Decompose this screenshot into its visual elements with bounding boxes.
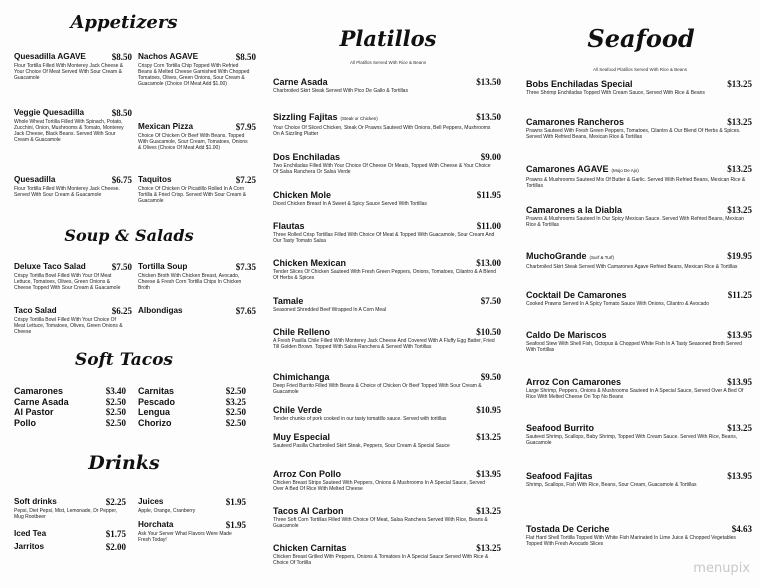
item-price: $6.75 — [111, 175, 132, 185]
item-name: Mexican Pizza — [138, 122, 194, 131]
menu-item — [14, 52, 132, 81]
item-description: Crispy Tortilla Bowl Filled With Your Of Meat Lettuce, Tomatoes, Olives, Green Onions & Cheese Topped With Sour Cream & Guacamole — [14, 273, 121, 291]
item-description: Flour Tortilla Filled With Monterey Jack Cheese. Served With Sour Cream & Guacamole — [14, 186, 120, 198]
item-name: Chicken Mole — [273, 190, 332, 200]
item-name: Chicken Carnitas — [273, 543, 347, 553]
menu-item — [273, 469, 501, 492]
item-price: $10.95 — [476, 405, 501, 415]
item-description: Flour Tortilla Filled With Monterey Jack Cheese & Your Choice Of Meat Served With Sour Cream & Guacamole — [14, 63, 124, 81]
item-name: Seafood Burrito — [526, 423, 595, 433]
item-subtitle: (Mojo De Ajo) — [611, 168, 639, 173]
item-price: $13.25 — [476, 432, 501, 442]
menu-item — [14, 397, 126, 407]
item-name: Quesadilla — [14, 175, 56, 184]
item-price: $13.50 — [476, 112, 501, 122]
item-description: Sauteed Pasilla Charbroiled Skirt Steak, Peppers, Sour Cream & Special Sauce — [273, 443, 450, 449]
item-name: Cocktail De Camarones — [526, 290, 627, 300]
item-name: Seafood Fajitas — [526, 471, 593, 481]
item-name: Arroz Con Pollo — [273, 469, 341, 479]
item-price: $13.50 — [476, 77, 501, 87]
item-price: $13.95 — [727, 471, 752, 481]
appetizers-heading: Appetizers — [70, 12, 178, 33]
item-description: Choice Of Chicken Or Beef With Beans. Topped With Guacamole, Sour Cream, Tomatoes, Onions & Olives (Choice Of Meat Add $1.00) — [138, 133, 248, 151]
item-price: $4.63 — [731, 524, 752, 534]
soft-tacos-heading: Soft Tacos — [75, 350, 173, 370]
menu-item — [14, 542, 126, 552]
item-price: $3.40 — [105, 386, 126, 396]
item-name: Chimichanga — [273, 372, 330, 382]
menu-item — [273, 77, 501, 94]
item-name: Pescado — [138, 396, 176, 407]
menu-item — [273, 112, 501, 137]
item-price: $2.50 — [105, 407, 126, 417]
item-price: $2.50 — [225, 407, 246, 417]
seafood-note: All Seafood Platillos Served With Rice & Beans — [592, 67, 688, 72]
platillos-note: All Platillos Served With Rice & Beans — [349, 60, 427, 65]
item-description: Diced Chicken Breast In A Sweet & Spicy Sauce Served With Tortillas — [273, 201, 427, 207]
menu-item — [138, 262, 256, 291]
item-price: $1.95 — [225, 520, 246, 530]
item-name: Flautas — [273, 221, 305, 231]
item-name: Lengua — [138, 407, 171, 417]
item-subtitle: (Surf & Turf) — [589, 255, 615, 260]
item-name: Tortilla Soup — [138, 262, 188, 271]
item-name: Iced Tea — [14, 529, 47, 538]
item-name: Sizzling Fajitas (Steak or Chicken) — [273, 112, 378, 122]
item-subtitle: (Steak or Chicken) — [340, 116, 378, 121]
item-price: $7.50 — [480, 296, 501, 306]
menu-item — [273, 152, 501, 175]
menu-item — [138, 407, 246, 417]
item-description: Prawns & Mushrooms Sauteed In Our Spicy Mexican Sauce. Served With Refried Beans, Mexican Rice & Tortillas — [526, 216, 744, 228]
item-description: Ask Your Server What Flavors Were Made Fresh Today! — [138, 531, 232, 543]
soup-salads-heading: Soup & Salads — [64, 226, 194, 245]
item-name: Al Pastor — [14, 407, 54, 417]
item-price: $8.50 — [235, 52, 256, 62]
menu-item — [138, 497, 246, 514]
item-price: $7.65 — [235, 306, 256, 316]
menu-item — [526, 205, 752, 228]
menu-item — [526, 164, 752, 189]
item-price: $13.25 — [476, 506, 501, 516]
item-price: $13.25 — [727, 205, 752, 215]
item-price: $11.25 — [727, 290, 752, 300]
platillos-heading: Platillos — [339, 26, 437, 51]
item-price: $2.50 — [225, 417, 246, 428]
menu-item — [138, 386, 246, 396]
item-price: $11.95 — [476, 190, 501, 200]
item-description: Tender chunks of pork cooked in our tasty tomatillo sauce. Served with tortillas — [273, 416, 447, 422]
item-name: Nachos AGAVE — [138, 52, 199, 61]
item-price: $8.50 — [111, 52, 132, 62]
drinks-heading: Drinks — [88, 452, 160, 474]
menu-item — [526, 471, 752, 488]
watermark: menupix — [693, 561, 750, 576]
item-price: $19.95 — [727, 251, 752, 261]
item-price: $1.75 — [105, 529, 126, 539]
item-name: Tacos Al Carbon — [273, 506, 344, 516]
menu-item — [14, 407, 126, 417]
menu-item — [138, 122, 256, 151]
item-price: $7.95 — [235, 122, 256, 132]
item-name: Pollo — [14, 417, 36, 428]
item-name: Muy Especial — [273, 432, 331, 442]
item-description: Crispy Tortilla Bowl Filled With Your Choice Of Meat Lettuce, Tomatoes, Olives, Green Onions & Cheese — [14, 317, 123, 335]
item-price: $13.25 — [727, 164, 752, 174]
item-name: Veggie Quesadilla — [14, 108, 85, 117]
item-name: Horchata — [138, 520, 174, 529]
item-price: $2.00 — [105, 542, 126, 552]
item-description: Deep Fried Burrito Filled With Beans & Choice of Chicken Or Beef Topped With Sour Cream & Guacamole — [273, 383, 482, 395]
menu-item — [526, 377, 752, 400]
menu-item — [526, 251, 752, 270]
item-name: Camarones — [14, 386, 64, 396]
item-price: $13.25 — [727, 423, 752, 433]
item-description: Apple, Orange, Cranberry — [138, 508, 196, 514]
item-price: $7.35 — [235, 262, 256, 272]
menu-item — [526, 423, 752, 446]
item-description: Crispy Corn Tortilla Chip Topped With Refried Beans & Melted Cheese Garnished With Chopped Tomatoes, Olives, Green Onions, Sour Cream & Guacamole (Choice Of Meat Add $1.00) — [138, 63, 250, 87]
item-price: $2.50 — [105, 396, 126, 407]
item-price: $13.95 — [727, 377, 752, 387]
item-name: Juices — [138, 497, 164, 506]
item-name: Tamale — [273, 296, 304, 306]
menu-item — [273, 190, 501, 207]
menu-item — [273, 327, 501, 350]
item-description: A Fresh Pasilla Chile Filled With Monterey Jack Cheese And Covered With A Fluffy Egg Batter, Fried Till Golden Brown. Topped With Salsa Ranchera & Served With Tortillas — [273, 338, 495, 350]
item-name: Camarones a la Diabla — [526, 205, 623, 215]
menu-item — [14, 306, 132, 335]
item-name: Dos Enchiladas — [273, 152, 341, 162]
item-name: Quesadilla AGAVE — [14, 52, 86, 61]
menu-item — [526, 79, 752, 96]
item-description: Chicken Breast Strips Sauteed With Peppers, Onions & Mushrooms In A Special Sauce, Served Over A Bed Of Rice With Melted Cheese — [273, 480, 486, 492]
item-description: Seasoned Shredded Beef Wrapped In A Corn Meal — [273, 307, 387, 313]
menu-item — [138, 520, 246, 543]
item-name: Bobs Enchiladas Special — [526, 79, 633, 89]
item-description: Pepsi, Diet Pepsi, Mist, Lemonade, Dr Pepper, Mug Rootbeer — [14, 508, 118, 520]
item-description: Two Enchiladas Filled With Your Choice Of Cheese Or Meats, Topped With Cheese & Your Choice Of Salsa Ranchera Or Salsa Verde — [273, 163, 491, 175]
item-price: $13.25 — [727, 79, 752, 89]
menu-item — [14, 262, 132, 291]
item-price: $13.25 — [727, 117, 752, 127]
item-price: $2.50 — [225, 386, 246, 396]
item-description: Tender Slices Of Chicken Sauteed With Fresh Green Peppers, Onions, Tomatoes, Cilantro & A Blend Of Herbs & Spices — [273, 269, 497, 281]
menu-item — [273, 432, 501, 449]
item-price: $13.25 — [476, 543, 501, 553]
item-description: Three Rolled Crisp Tortillas Filled With Choice Of Meat & Topped With Guacamole, Sour Cream And Our Tasty Tomato Salsa — [273, 232, 495, 244]
item-description: Three Soft Corn Tortillas Filled With Choice Of Meat, Salsa Ranchera Served With Rice, Beans & Guacamole — [273, 517, 488, 529]
menu-item — [526, 290, 752, 307]
item-price: $10.50 — [476, 327, 501, 337]
item-name: Taquitos — [138, 175, 172, 184]
item-description: Your Choice Of Sliced Chicken, Steak Or Prawns Sauteed With Onions, Bell Peppers, Mushrooms On A Sizzling Platter — [273, 125, 491, 137]
item-description: Cooked Prawns Served In A Spicy Tomato Sauce With Onions, Cilantro & Avocado — [526, 301, 709, 307]
menu-item — [138, 52, 256, 87]
menu-item — [273, 405, 501, 422]
item-name: Camarones AGAVE (Mojo De Ajo) — [526, 164, 639, 174]
menu-item — [273, 296, 501, 313]
menu-item — [14, 108, 132, 143]
menu-item — [273, 506, 501, 529]
menu-item — [138, 397, 246, 407]
item-description: Three Shrimp Enchiladas Topped With Cream Sauce, Served With Rice & Beans — [526, 90, 705, 96]
item-name: Albondigas — [138, 306, 183, 315]
item-price: $9.50 — [480, 372, 501, 382]
item-name: Carne Asada — [14, 396, 69, 407]
menu-item — [273, 543, 501, 566]
item-description: Prawns & Mushrooms Sauteed Mix Of Butter & Garlic. Served With Refried Beans, Mexican Rice & Tortillas — [526, 177, 746, 189]
menu-item — [138, 306, 256, 316]
item-price: $1.95 — [225, 497, 246, 507]
item-price: $7.50 — [111, 262, 132, 272]
item-description: Chicken Breast Grilled With Peppers, Onions & Tomatoes In A Special Sauce Served With Rice & Choice Of Tortilla — [273, 554, 489, 566]
item-description: Prawns Sauteed With Fresh Green Peppers, Tomatoes, Cilantro & Our Blend Of Herbs & Spices. Served With Refried Beans, Mexican Rice & Tortillas — [526, 128, 741, 140]
seafood-heading: Seafood — [587, 24, 695, 53]
item-description: Charbroiled Skirt Steak Served With Pico De Gallo & Tortillas — [273, 88, 408, 94]
menu-item — [14, 175, 132, 198]
menu-item — [273, 372, 501, 395]
menu-item — [273, 221, 501, 244]
item-price: $13.95 — [476, 469, 501, 479]
item-description: Chicken Broth With Chicken Breast, Avocado, Cheese & Fresh Corn Tortilla Chips In Chicken Broth — [138, 273, 242, 291]
item-price: $13.00 — [476, 258, 501, 268]
item-price: $6.25 — [111, 306, 132, 316]
item-description: Shrimp, Scallops, Fish With Rice, Beans, Sour Cream, Guacamole & Tortillas — [526, 482, 697, 488]
item-price: $2.50 — [105, 417, 126, 428]
item-price: $13.95 — [727, 330, 752, 340]
item-price: $9.00 — [480, 152, 501, 162]
item-name: Arroz Con Camarones — [526, 377, 622, 387]
menu-item — [14, 418, 126, 428]
item-description: Charbroiled Skirt Steak Served With Camarones Agave Refried Beans, Mexican Rice & Tortillas — [526, 264, 738, 270]
item-name: Deluxe Taco Salad — [14, 262, 86, 271]
item-name: Camarones Rancheros — [526, 117, 625, 127]
menu-item — [526, 330, 752, 353]
item-price: $7.25 — [235, 175, 256, 185]
item-name: Chicken Mexican — [273, 258, 347, 268]
menu-item — [138, 175, 256, 204]
menu-item — [526, 117, 752, 140]
item-name: Tostada De Ceriche — [526, 524, 610, 534]
item-name: Carnitas — [138, 386, 175, 396]
menu-item — [14, 529, 126, 539]
item-description: Whole Wheat Tortilla Filled With Spinach, Potato, Zucchini, Onion, Mushrooms & Tomato, Monterey Jack Cheese, Black Beans. Served With Sour Cream & Guacamole — [14, 119, 124, 143]
item-description: Seafood Stew With Shell Fish, Octopus & Chopped White Fish In A Tasty Seasoned Broth Served With Tortillas — [526, 341, 742, 353]
menu-item — [138, 418, 246, 428]
item-name: Soft drinks — [14, 497, 57, 506]
item-price: $2.25 — [105, 497, 126, 507]
menu-item — [526, 524, 752, 547]
menu-item — [14, 497, 126, 520]
item-name: Carne Asada — [273, 77, 328, 87]
item-name: Chile Relleno — [273, 327, 331, 337]
item-price: $3.25 — [225, 396, 246, 407]
item-name: MuchoGrande (Surf & Turf) — [526, 251, 615, 261]
item-description: Choice Of Chicken Or Picadillo Rolled In A Corn Tortilla & Fried Crisp. Served With Sour Cream & Guacamole — [138, 186, 247, 204]
menu-item — [273, 258, 501, 281]
item-description: Large Shrimp, Peppers, Onions & Mushrooms Sauteed In A Special Sauce, Served Over A Bed Of Rice With Melted Cheese On Top No Beans — [526, 388, 744, 400]
item-name: Chile Verde — [273, 405, 323, 415]
item-description: Flat Hard Shell Tortilla Topped With White Fish Marinated In Lime Juice & Chopped Vegetables Topped With Fresh Avocado Slices — [526, 535, 736, 547]
menu-item — [14, 386, 126, 396]
item-name: Chorizo — [138, 417, 172, 428]
item-description: Sauteed Shrimp, Scallops, Baby Shrimp, Topped With Cream Sauce. Served With Rice, Beans, Guacamole — [526, 434, 738, 446]
item-price: $8.50 — [111, 108, 132, 118]
item-name: Taco Salad — [14, 306, 57, 315]
item-price: $11.00 — [476, 221, 501, 231]
item-name: Jarritos — [14, 542, 45, 551]
item-name: Caldo De Mariscos — [526, 330, 607, 340]
